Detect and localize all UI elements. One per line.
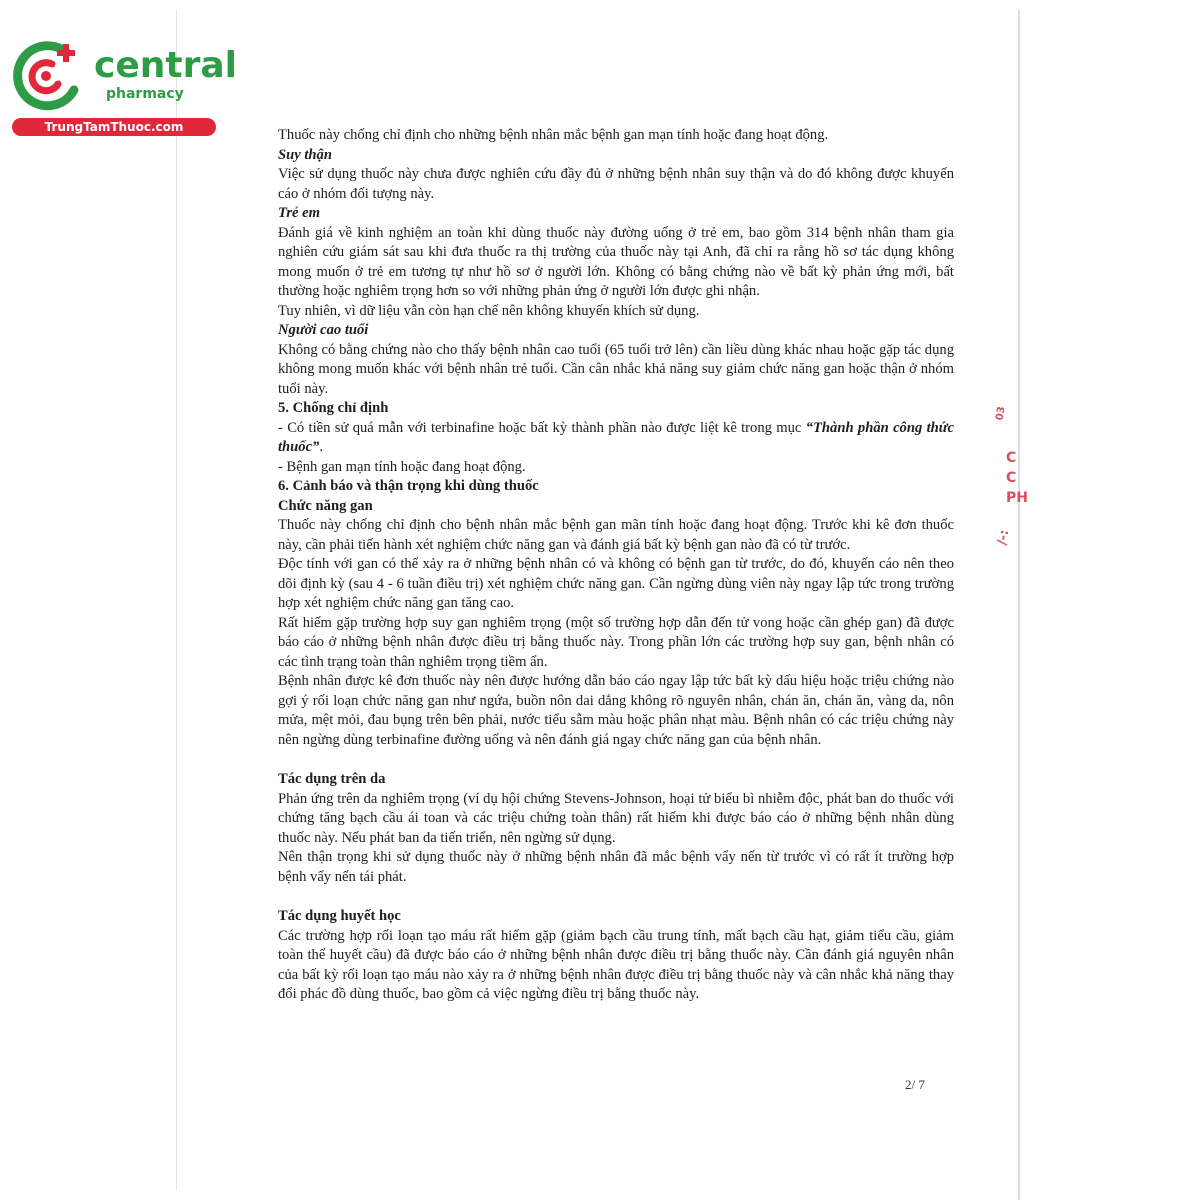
paragraph-gan-4: Bệnh nhân được kê đơn thuốc này nên được hướng dẫn báo cáo ngay lập tức bất kỳ dấu hiệu hoặc triệu chứng nào gợi ý rối loạn chức năng gan như ngứa, buồn nôn dai dẳng không rõ nguyên nhân, chán ăn, chán ăn, vàng da, nôn mửa, mệt mỏi, đau bụng trên bên phải, nước tiểu sẫm màu hoặc phân nhạt màu. Bệnh nhân có các triệu chứng này nên ngừng dùng terbinafine đường uống và nên đánh giá ngay chức năng gan của bệnh nhân. xyxy=(278,673,954,748)
spacer xyxy=(278,750,954,770)
page-edge-right xyxy=(1018,10,1020,1200)
paragraph-da-1: Phản ứng trên da nghiêm trọng (ví dụ hội chứng Stevens-Johnson, hoại tử biểu bì nhiễm độc, phát ban do thuốc với chứng tăng bạch cầu ái toan và các triệu chứng toàn thân) rất hiếm khi được báo cáo ở những bệnh nhân dùng thuốc này. Nếu phát ban da tiến triển, nên ngừng sử dụng. xyxy=(278,790,954,846)
heading-tac-dung-huyet-hoc: Tác dụng huyết học xyxy=(278,908,401,924)
heading-suy-than: Suy thận xyxy=(278,146,332,163)
cross-reference: “Thành phần công thức thuốc” xyxy=(278,419,954,455)
contraindication-item-1 xyxy=(278,419,954,458)
stamp-text: /-: xyxy=(994,528,1013,547)
intro-line: Thuốc này chống chỉ định cho những bệnh nhân mắc bệnh gan mạn tính hoặc đang hoạt động. xyxy=(278,127,829,143)
stamp-text: C xyxy=(1006,470,1017,486)
page-number: 2/ 7 xyxy=(905,1077,925,1092)
paragraph-da-2: Nên thận trọng khi sử dụng thuốc này ở những bệnh nhân đã mắc bệnh vẩy nến từ trước vì có rất ít trường hợp bệnh vẩy nến tái phát. xyxy=(278,849,954,885)
heading-tre-em: Trẻ em xyxy=(278,205,321,221)
logo-mark-icon xyxy=(8,38,92,118)
heading-chuc-nang-gan: Chức năng gan xyxy=(278,497,373,514)
document-body xyxy=(278,126,954,1005)
stamp-text: PH xyxy=(1006,490,1028,506)
paragraph-tre-em-1: Đánh giá về kinh nghiệm an toàn khi dùng thuốc này đường uống ở trẻ em, bao gồm 314 bệnh nhân tham gia nghiên cứu giám sát sau khi đưa thuốc ra thị trường của thuốc này tại Anh, đã chỉ ra rằng hồ sơ tác dụng không mong muốn ở trẻ em tương tự như hồ sơ ở người lớn. Không có bằng chứng nào về bất kỳ phản ứng mới, bất thường hoặc nghiêm trọng hơn so với những phản ứng ở người lớn được ghi nhận. xyxy=(278,224,954,299)
paragraph-gan-2: Độc tính với gan có thể xảy ra ở những bệnh nhân có và không có bệnh gan từ trước, do đó, khuyến cáo nên theo dõi định kỳ (sau 4 - 6 tuần điều trị) xét nghiệm chức năng gan. Cần ngừng dùng viên này ngay lập tức trong trường hợp xét nghiệm chức năng gan tăng cao. xyxy=(278,556,954,611)
heading-section-5: 5. Chống chỉ định xyxy=(278,400,389,416)
heading-section-6: 6. Cảnh báo và thận trọng khi dùng thuốc xyxy=(278,478,539,494)
contraindication-item-2: - Bệnh gan mạn tính hoặc đang hoạt động. xyxy=(278,458,526,475)
contraindication-item-1-end: . xyxy=(319,439,324,455)
paragraph-suy-than: Việc sử dụng thuốc này chưa được nghiên cứu đầy đủ ở những bệnh nhân suy thận và do đó không được khuyến cáo ở nhóm đối tượng này. xyxy=(278,166,954,202)
paragraph-nguoi-cao-tuoi: Không có bằng chứng nào cho thấy bệnh nhân cao tuổi (65 tuổi trở lên) cần liều dùng khác nhau hoặc gặp tác dụng không mong muốn khác với bệnh nhân trẻ tuổi. Cần cân nhắc khả năng suy giảm chức năng gan hoặc thận ở nhóm tuổi này. xyxy=(278,341,954,397)
heading-tac-dung-tren-da: Tác dụng trên da xyxy=(278,771,386,787)
logo-url-badge[interactable]: TrungTamThuoc.com xyxy=(12,118,216,136)
paragraph-gan-1: Thuốc này chống chỉ định cho bệnh nhân mắc bệnh gan mãn tính hoặc đang hoạt động. Trước khi kê đơn thuốc này, cần phải tiến hành xét nghiệm chức năng gan và đánh giá bất kỳ bệnh gan nào đã có từ trước. xyxy=(278,517,954,553)
page-edge-left xyxy=(176,10,177,1190)
stamp-text: 03 xyxy=(994,405,1008,422)
central-pharmacy-logo[interactable] xyxy=(8,34,237,134)
contraindication-item-1-text: - Có tiền sử quá mẫn với terbinafine hoặc bất kỳ thành phần nào được liệt kê trong mục xyxy=(278,419,806,436)
spacer xyxy=(278,887,954,907)
paragraph-gan-3: Rất hiếm gặp trường hợp suy gan nghiêm trọng (một số trường hợp dẫn đến tử vong hoặc cần ghép gan) đã được báo cáo ở những bệnh nhân được điều trị bằng thuốc này. Trong phần lớn các trường hợp suy gan, bệnh nhân có các tình trạng toàn thân nghiêm trọng tiềm ẩn. xyxy=(278,614,954,670)
logo-subtitle: pharmacy xyxy=(106,86,184,102)
stamp-fragment xyxy=(990,400,1028,570)
stamp-text: C xyxy=(1006,450,1017,466)
paragraph-tre-em-2: Tuy nhiên, vì dữ liệu vẫn còn hạn chế nên không khuyến khích sử dụng. xyxy=(278,302,700,319)
logo-name: central xyxy=(94,45,237,86)
heading-nguoi-cao-tuoi: Người cao tuổi xyxy=(278,322,369,338)
paragraph-huyet-hoc: Các trường hợp rối loạn tạo máu rất hiếm gặp (giảm bạch cầu trung tính, mất bạch cầu hạt, giảm tiểu cầu, giảm toàn thể huyết cầu) đã được báo cáo ở những bệnh nhân được điều trị bằng thuốc này. Cần đánh giá nguyên nhân của bất kỳ rối loạn tạo máu nào xảy ra ở những bệnh nhân được điều trị bằng thuốc này và cân nhắc khả năng thay đổi phác đồ dùng thuốc, bao gồm cả việc ngừng điều trị bằng thuốc này. xyxy=(278,927,954,1002)
